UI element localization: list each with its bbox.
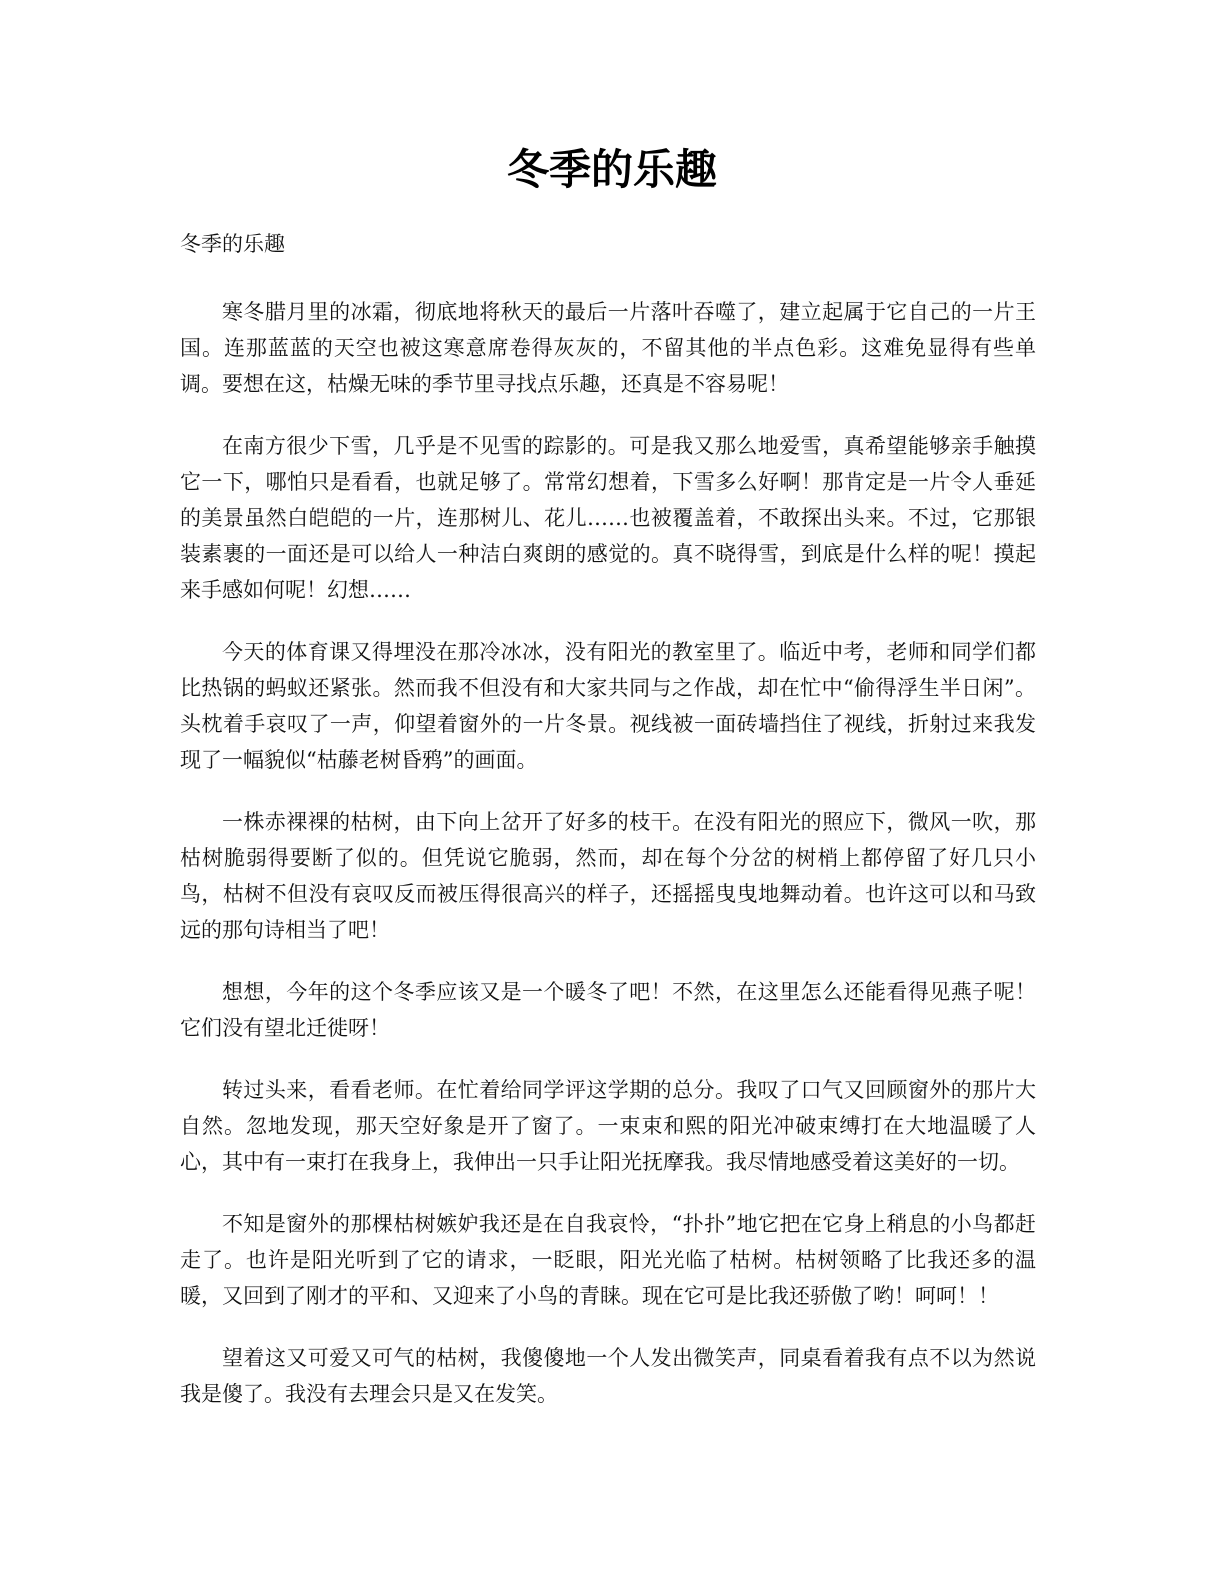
paragraph-5: 想想，今年的这个冬季应该又是一个暖冬了吧！不然，在这里怎么还能看得见燕子呢！它们没有望北迁徙呀！ <box>180 980 1036 1040</box>
paragraph-2: 在南方很少下雪，几乎是不见雪的踪影的。可是我又那么地爱雪，真希望能够亲手触摸它一下，哪怕只是看看，也就足够了。常常幻想着，下雪多么好啊！那肯定是一片令人垂延的美景虽然白皑皑的一片，连那树儿、花儿……也被覆盖着，不敢探出头来。不过，它那银装素裹的一面还是可以给人一种洁白爽朗的感觉的。真不晓得雪，到底是什么样的呢！摸起来手感如何呢！幻想…… <box>180 434 1036 602</box>
paragraph-7: 不知是窗外的那棵枯树嫉妒我还是在自我哀怜，“扑扑”地它把在它身上稍息的小鸟都赶走了。也许是阳光听到了它的请求，一眨眼，阳光光临了枯树。枯树领略了比我还多的温暖，又回到了刚才的平和、又迎来了小鸟的青睐。现在它可是比我还骄傲了哟！呵呵！！ <box>180 1212 1036 1308</box>
paragraph-4: 一株赤裸裸的枯树，由下向上岔开了好多的枝干。在没有阳光的照应下，微风一吹，那枯树脆弱得要断了似的。但凭说它脆弱，然而，却在每个分岔的树梢上都停留了好几只小鸟，枯树不但没有哀叹反而被压得很高兴的样子，还摇摇曳曳地舞动着。也许这可以和马致远的那句诗相当了吧！ <box>180 810 1036 942</box>
document-title: 冬季的乐趣 <box>506 145 717 194</box>
document-subtitle: 冬季的乐趣 <box>180 232 285 256</box>
paragraph-3: 今天的体育课又得埋没在那冷冰冰，没有阳光的教室里了。临近中考，老师和同学们都比热锅的蚂蚁还紧张。然而我不但没有和大家共同与之作战，却在忙中“偷得浮生半日闲”。头枕着手哀叹了一声，仰望着窗外的一片冬景。视线被一面砖墙挡住了视线，折射过来我发现了一幅貌似“枯藤老树昏鸦”的画面。 <box>180 640 1036 772</box>
document-body <box>180 228 1036 1438</box>
paragraph-6: 转过头来，看看老师。在忙着给同学评这学期的总分。我叹了口气又回顾窗外的那片大自然。忽地发现，那天空好象是开了窗了。一束束和熙的阳光冲破束缚打在大地温暖了人心，其中有一束打在我身上，我伸出一只手让阳光抚摩我。我尽情地感受着这美好的一切。 <box>180 1078 1036 1174</box>
paragraph-8: 望着这又可爱又可气的枯树，我傻傻地一个人发出微笑声，同桌看着我有点不以为然说我是傻了。我没有去理会只是又在发笑。 <box>180 1346 1036 1406</box>
paragraph-1: 寒冬腊月里的冰霜，彻底地将秋天的最后一片落叶吞噬了，建立起属于它自己的一片王国。连那蓝蓝的天空也被这寒意席卷得灰灰的，不留其他的半点色彩。这难免显得有些单调。要想在这，枯燥无味的季节里寻找点乐趣，还真是不容易呢！ <box>180 300 1036 396</box>
